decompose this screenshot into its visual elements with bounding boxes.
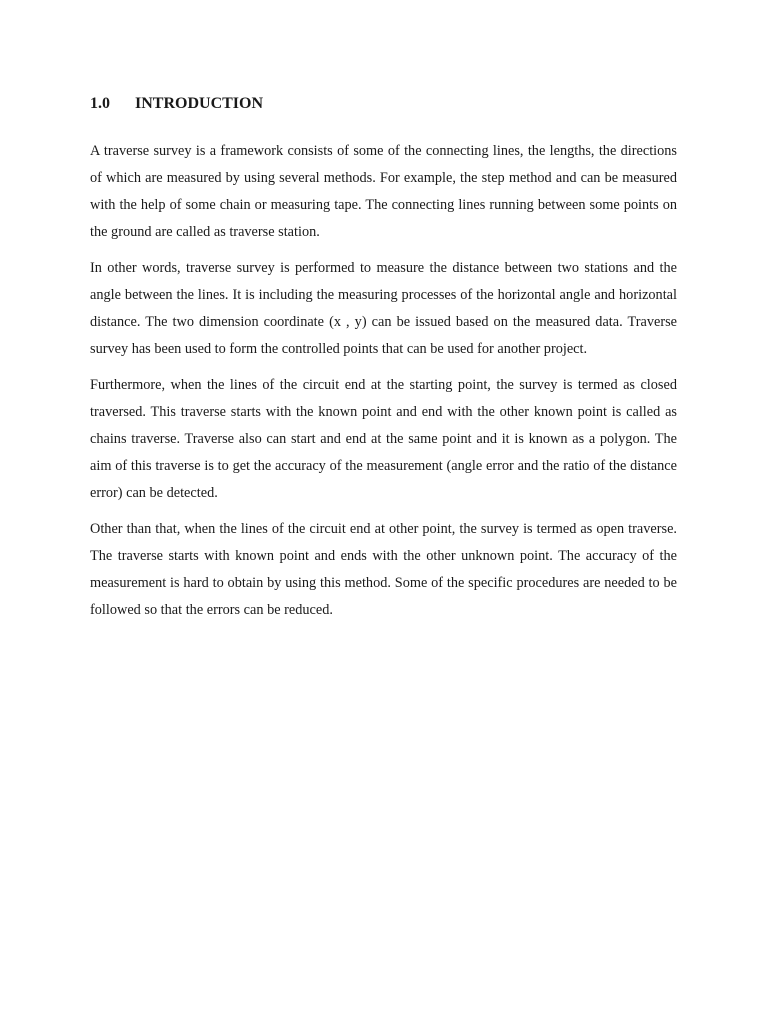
section-body (90, 138, 677, 633)
paragraph: Furthermore, when the lines of the circuit end at the starting point, the survey is termed as closed traversed. This traverse starts with the known point and end with the other known point is called as chains traverse. Traverse also can start and end at the same point and it is known as a polygon. The aim of this traverse is to get the accuracy of the measurement (angle error and the ratio of the distance error) can be detected. (90, 377, 677, 501)
section-heading (90, 93, 263, 115)
paragraph: In other words, traverse survey is performed to measure the distance between two stations and the angle between the lines. It is including the measuring processes of the horizontal angle and horizontal distance. The two dimension coordinate (x , y) can be issued based on the measured data. Traverse survey has been used to form the controlled points that can be used for another project. (90, 260, 677, 357)
section-number: 1.0 (90, 95, 110, 112)
paragraph: Other than that, when the lines of the circuit end at other point, the survey is termed as open traverse. The traverse starts with known point and ends with the other unknown point. The accuracy of the measurement is hard to obtain by using this method. Some of the specific procedures are needed to be followed so that the errors can be reduced. (90, 521, 677, 618)
paragraph: A traverse survey is a framework consists of some of the connecting lines, the lengths, the directions of which are measured by using several methods. For example, the step method and can be measured with the help of some chain or measuring tape. The connecting lines running between some points on the ground are called as traverse station. (90, 143, 677, 240)
section-title: INTRODUCTION (135, 95, 264, 112)
